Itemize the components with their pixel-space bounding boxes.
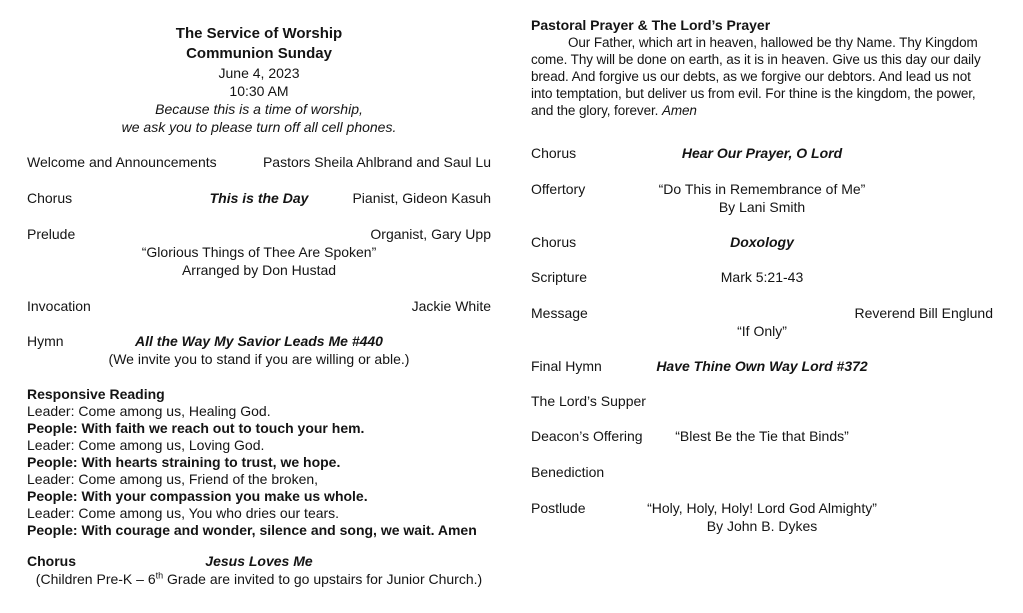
preacher-name: Reverend Bill Englund <box>854 305 993 321</box>
organist-name: Organist, Gary Upp <box>370 226 491 242</box>
ordinal-superscript: th <box>155 570 164 581</box>
lords-supper-row <box>531 392 993 410</box>
chorus-song-title: Jesus Loves Me <box>205 553 313 569</box>
pianist-name: Pianist, Gideon Kasuh <box>352 190 491 206</box>
message-label: Message <box>531 305 588 321</box>
scripture-reference: Mark 5:21-43 <box>720 269 804 285</box>
prelude-piece-title: “Glorious Things of Thee Are Spoken” <box>141 244 377 260</box>
service-date: June 4, 2023 <box>218 65 300 81</box>
final-hymn-row <box>531 357 993 375</box>
responsive-reading-line: Leader: Come among us, You who dries our tears. <box>27 505 340 521</box>
chorus-label: Chorus <box>27 553 76 569</box>
offertory-piece-title: “Do This in Remembrance of Me” <box>658 181 866 197</box>
cellphone-note-2: we ask you to please turn off all cell phones. <box>121 119 397 135</box>
invocation-row <box>27 297 491 315</box>
chorus-label: Chorus <box>531 234 577 250</box>
final-hymn-title: Have Thine Own Way Lord #372 <box>656 358 868 374</box>
deacons-offering-label: Deacon’s Offering <box>531 428 643 444</box>
chorus-song-title: This is the Day <box>209 190 309 206</box>
message-row <box>531 304 993 322</box>
chorus-song-title: Hear Our Prayer, O Lord <box>681 145 843 161</box>
final-hymn-label: Final Hymn <box>531 358 602 374</box>
invocation-leader: Jackie White <box>411 298 491 314</box>
offertory-row <box>531 180 993 198</box>
postlude-composer: By John B. Dykes <box>706 518 818 534</box>
postlude-row <box>531 499 993 517</box>
offertory-label: Offertory <box>531 181 586 197</box>
responsive-reading-line: People: With hearts straining to trust, we hope. <box>27 454 341 470</box>
prelude-label: Prelude <box>27 226 76 242</box>
service-header <box>27 24 491 136</box>
hymn-label: Hymn <box>27 333 64 349</box>
left-column <box>27 0 491 588</box>
pastoral-prayer-heading: Pastoral Prayer & The Lord’s Prayer <box>531 17 771 33</box>
prelude-row <box>27 225 491 243</box>
postlude-piece-title: “Holy, Holy, Holy! Lord God Almighty” <box>647 500 877 516</box>
chorus-label: Chorus <box>27 190 73 206</box>
responsive-reading-heading: Responsive Reading <box>27 386 165 402</box>
lords-supper-label: The Lord’s Supper <box>531 393 646 409</box>
right-column <box>531 0 993 535</box>
welcome-label: Welcome and Announcements <box>27 154 217 170</box>
welcome-row <box>27 153 491 171</box>
lords-prayer-paragraph <box>531 34 993 119</box>
scripture-label: Scripture <box>531 269 588 285</box>
chorus-row-2 <box>27 552 491 570</box>
hymn-title: All the Way My Savior Leads Me #440 <box>135 333 383 349</box>
deacons-offering-row <box>531 427 993 445</box>
junior-church-note-text: (Children Pre-K – 6 <box>35 571 156 587</box>
chorus-row-1 <box>27 189 491 207</box>
chorus-song-title: Doxology <box>730 234 794 250</box>
benediction-label: Benediction <box>531 464 605 480</box>
chorus-row-1 <box>531 144 993 162</box>
responsive-reading-line: Leader: Come among us, Loving God. <box>27 437 265 453</box>
prelude-arranger: Arranged by Don Hustad <box>181 262 337 278</box>
invocation-label: Invocation <box>27 298 91 314</box>
service-time: 10:30 AM <box>229 83 289 99</box>
cellphone-note-1: Because this is a time of worship, <box>155 101 363 117</box>
chorus-row-2 <box>531 233 993 251</box>
chorus-label: Chorus <box>531 145 577 161</box>
service-title: The Service of Worship <box>175 25 343 42</box>
welcome-leaders: Pastors Sheila Ahlbrand and Saul Lu <box>262 154 491 170</box>
responsive-reading-line: Leader: Come among us, Friend of the broken, <box>27 471 319 487</box>
responsive-reading-line: People: With courage and wonder, silence and song, we wait. Amen <box>27 522 477 538</box>
lords-prayer-text: Our Father, which art in heaven, hallowed be thy Name. Thy Kingdom come. Thy will be done on earth, as it is in heaven. Give us this day our daily bread. And forgive us our debts, as we forgive our debtors. And lead us not into temptation, but deliver us from evil. For thine is the kingdom, the power, and the glory, forever. <box>531 35 981 118</box>
postlude-label: Postlude <box>531 500 586 516</box>
responsive-reading-line: People: With your compassion you make us whole. <box>27 488 368 504</box>
hymn-row <box>27 332 491 350</box>
offertory-composer: By Lani Smith <box>718 199 806 215</box>
service-subtitle: Communion Sunday <box>186 45 332 62</box>
responsive-reading-line: Leader: Come among us, Healing God. <box>27 403 271 419</box>
junior-church-note-text: Grade are invited to go upstairs for Junior Church.) <box>163 571 483 587</box>
scripture-row <box>531 268 993 286</box>
responsive-reading-line: People: With faith we reach out to touch your hem. <box>27 420 365 436</box>
junior-church-note <box>27 570 491 588</box>
hymn-standing-note: (We invite you to stand if you are willing or able.) <box>108 351 410 367</box>
deacons-offering-piece: “Blest Be the Tie that Binds” <box>675 428 849 444</box>
lords-prayer-amen: Amen <box>661 103 697 118</box>
benediction-row <box>531 463 993 481</box>
message-title: “If Only” <box>737 323 787 339</box>
